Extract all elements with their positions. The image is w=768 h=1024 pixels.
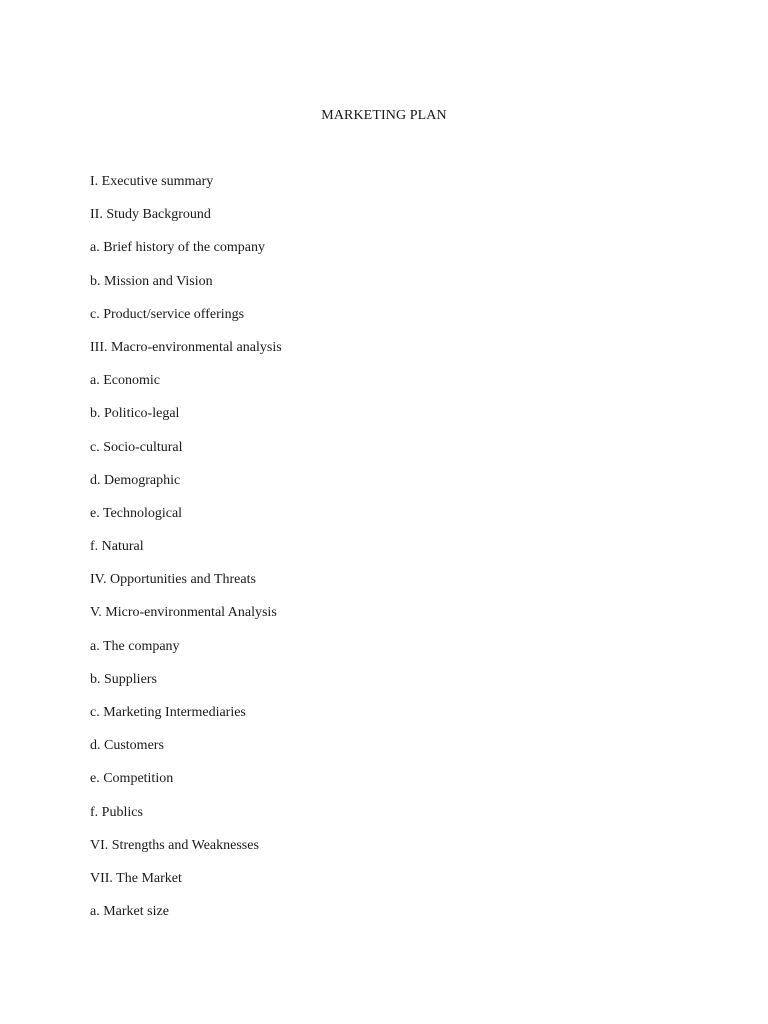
outline-item: III. Macro-environmental analysis: [90, 339, 282, 355]
outline-item: IV. Opportunities and Threats: [90, 572, 256, 588]
outline-item: V. Micro-environmental Analysis: [90, 605, 277, 621]
outline-item: I. Executive summary: [90, 174, 214, 189]
outline-item: e. Competition: [90, 771, 174, 787]
outline-item: d. Demographic: [90, 472, 181, 488]
outline-item: II. Study Background: [90, 207, 211, 223]
outline-item: a. The company: [90, 638, 180, 654]
outline-item: b. Politico-legal: [90, 406, 180, 422]
outline-item: c. Socio-cultural: [90, 439, 183, 455]
outline-item: e. Technological: [90, 505, 183, 521]
outline-item: a. Economic: [90, 373, 160, 389]
outline-item: f. Natural: [90, 539, 144, 555]
outline-item: c. Marketing Intermediaries: [90, 705, 246, 720]
document-title: MARKETING PLAN: [321, 108, 447, 123]
outline-item: f. Publics: [90, 804, 143, 820]
outline-item: d. Customers: [90, 738, 164, 754]
outline-item: VII. The Market: [90, 870, 182, 886]
outline-item: a. Brief history of the company: [90, 240, 265, 256]
outline-item: c. Product/service offerings: [90, 306, 245, 322]
outline-item: b. Suppliers: [90, 671, 157, 687]
outline-item: a. Market size: [90, 904, 169, 920]
outline-item: VI. Strengths and Weaknesses: [90, 837, 259, 853]
outline-item: b. Mission and Vision: [90, 273, 213, 289]
outline-list: [90, 173, 282, 936]
